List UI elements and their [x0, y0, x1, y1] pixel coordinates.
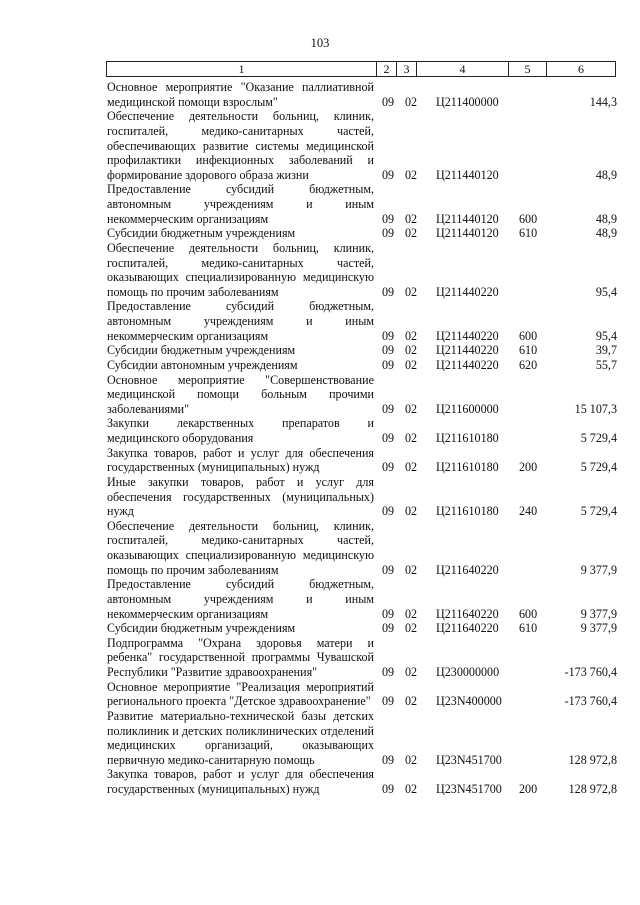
- column-header-2: 2: [377, 62, 397, 77]
- row-section-code: 09: [382, 621, 395, 636]
- table-row: [107, 680, 617, 709]
- row-section-code: 09: [382, 357, 395, 372]
- row-amount: 9 377,9: [580, 606, 617, 621]
- table-row: [107, 636, 617, 680]
- table-row: [107, 373, 617, 417]
- row-target-article-code: Ц211610180: [436, 431, 499, 445]
- row-amount: 5 729,4: [580, 431, 617, 445]
- row-section-code: 09: [382, 606, 395, 621]
- row-section-code: 09: [382, 343, 395, 358]
- row-target-article-code: Ц211610180: [436, 460, 499, 475]
- table-row: [107, 182, 617, 226]
- row-section-code: 09: [382, 460, 395, 475]
- row-subsection-code: 02: [405, 328, 418, 343]
- row-expense-type-code: 610: [519, 621, 538, 636]
- row-section-code: 09: [382, 167, 395, 182]
- row-amount: 128 972,8: [568, 752, 617, 767]
- row-subsection-code: 02: [405, 504, 418, 519]
- page-number: 103: [310, 36, 330, 50]
- row-amount: 128 972,8: [568, 782, 617, 796]
- row-description: Субсидии бюджетным учреждениям: [107, 621, 296, 636]
- table-row: [107, 241, 617, 300]
- row-amount: 15 107,3: [574, 401, 617, 416]
- row-target-article-code: Ц211440120: [436, 167, 499, 182]
- column-header-table: [106, 61, 616, 77]
- row-expense-type-code: 610: [519, 226, 538, 241]
- row-amount: 144,3: [589, 94, 617, 109]
- row-target-article-code: Ц211400000: [436, 94, 499, 109]
- row-section-code: 09: [382, 226, 395, 241]
- row-subsection-code: 02: [405, 94, 418, 109]
- row-section-code: 09: [382, 782, 395, 796]
- row-section-code: 09: [382, 694, 395, 709]
- row-subsection-code: 02: [405, 460, 418, 475]
- row-subsection-code: 02: [405, 284, 418, 299]
- row-subsection-code: 02: [405, 357, 418, 372]
- table-row: [107, 621, 617, 636]
- row-amount: 48,9: [595, 167, 617, 182]
- row-amount: 39,7: [595, 343, 617, 358]
- row-description: Предоставление субсидий бюджетным, автономным учреждениям и иным некоммерческим организациям: [107, 577, 374, 621]
- row-description: Закупка товаров, работ и услуг для обеспечения государственных (муниципальных) нужд: [107, 445, 374, 475]
- row-amount: 95,4: [595, 284, 617, 299]
- row-amount: 9 377,9: [580, 562, 617, 577]
- row-target-article-code: Ц211440220: [436, 357, 499, 372]
- row-section-code: 09: [382, 752, 395, 767]
- table-row: [107, 446, 617, 475]
- table-row: [107, 299, 617, 343]
- row-description: Развитие материально-технической базы детских поликлиник и детских поликлинических отделений медицинских организаций, оказывающих первичную медико-санитарную помощь: [107, 708, 374, 767]
- row-expense-type-code: 200: [519, 782, 538, 796]
- row-target-article-code: Ц211440120: [436, 211, 499, 226]
- row-description: Закупка товаров, работ и услуг для обеспечения государственных (муниципальных) нужд: [107, 767, 374, 796]
- row-subsection-code: 02: [405, 694, 418, 709]
- table-row: [107, 343, 617, 358]
- column-header-3: 3: [397, 62, 417, 77]
- row-subsection-code: 02: [405, 401, 418, 416]
- row-target-article-code: Ц211440220: [436, 328, 499, 343]
- row-amount: 9 377,9: [580, 621, 617, 636]
- table-row: [107, 519, 617, 578]
- row-target-article-code: Ц211440220: [436, 343, 499, 358]
- row-subsection-code: 02: [405, 752, 418, 767]
- row-target-article-code: Ц211640220: [436, 606, 499, 621]
- row-description: Основное мероприятие "Реализация мероприятий регионального проекта "Детское здравоохранение": [107, 679, 374, 709]
- row-section-code: 09: [382, 284, 395, 299]
- row-description: Обеспечение деятельности больниц, клиник, госпиталей, медико-санитарных частей, обеспечивающих развитие системы медицинской профилактики инфекционных заболеваний и формирование здорового образа жизни: [107, 109, 374, 182]
- table-row: [107, 109, 617, 182]
- row-section-code: 09: [382, 562, 395, 577]
- row-section-code: 09: [382, 328, 395, 343]
- row-expense-type-code: 240: [519, 504, 538, 519]
- row-section-code: 09: [382, 401, 395, 416]
- row-target-article-code: Ц211600000: [436, 401, 499, 416]
- table-row: [107, 709, 617, 768]
- row-description: Обеспечение деятельности больниц, клиник, госпиталей, медико-санитарных частей, оказывающих специализированную медицинскую помощь по прочим заболеваниям: [107, 518, 374, 577]
- row-description: Субсидии автономным учреждениям: [107, 357, 298, 372]
- table-row: [107, 767, 617, 796]
- row-expense-type-code: 200: [519, 460, 538, 475]
- row-expense-type-code: 610: [519, 343, 538, 358]
- row-subsection-code: 02: [405, 782, 418, 796]
- row-subsection-code: 02: [405, 431, 418, 445]
- row-target-article-code: Ц211440120: [436, 226, 499, 241]
- row-target-article-code: Ц211640220: [436, 562, 499, 577]
- row-expense-type-code: 600: [519, 211, 538, 226]
- row-description: Субсидии бюджетным учреждениям: [107, 226, 296, 241]
- row-description: Субсидии бюджетным учреждениям: [107, 343, 296, 358]
- row-description: Предоставление субсидий бюджетным, автономным учреждениям и иным некоммерческим организациям: [107, 182, 374, 226]
- table-row: [107, 475, 617, 519]
- row-section-code: 09: [382, 504, 395, 519]
- row-section-code: 09: [382, 665, 395, 679]
- row-description: Подпрограмма "Охрана здоровья матери и ребенка" государственной программы Чувашской Республики "Развитие здравоохранения": [107, 635, 374, 679]
- row-amount: 55,7: [595, 357, 617, 372]
- row-subsection-code: 02: [405, 211, 418, 226]
- row-expense-type-code: 600: [519, 606, 538, 621]
- row-target-article-code: Ц230000000: [436, 665, 500, 679]
- row-amount: -173 760,4: [564, 665, 617, 679]
- row-target-article-code: Ц211610180: [436, 504, 499, 519]
- table-row: [107, 577, 617, 621]
- row-section-code: 09: [382, 431, 395, 445]
- row-description: Обеспечение деятельности больниц, клиник, госпиталей, медико-санитарных частей, оказывающих специализированную медицинскую помощь по прочим заболеваниям: [107, 240, 374, 299]
- row-subsection-code: 02: [405, 665, 418, 679]
- row-subsection-code: 02: [405, 343, 418, 358]
- row-expense-type-code: 620: [519, 357, 538, 372]
- row-amount: 95,4: [595, 328, 617, 343]
- table-row: [107, 358, 617, 373]
- row-subsection-code: 02: [405, 167, 418, 182]
- row-amount: 5 729,4: [580, 504, 617, 519]
- column-header-6: 6: [547, 62, 616, 77]
- table-row: [107, 80, 617, 109]
- row-target-article-code: Ц23N451700: [436, 752, 502, 767]
- column-header-4: 4: [417, 62, 509, 77]
- row-amount: 48,9: [595, 211, 617, 226]
- column-header-5: 5: [509, 62, 547, 77]
- row-section-code: 09: [382, 94, 395, 109]
- row-amount: 48,9: [595, 226, 617, 241]
- row-subsection-code: 02: [405, 606, 418, 621]
- row-description: Основное мероприятие "Оказание паллиативной медицинской помощи взрослым": [107, 80, 374, 109]
- row-description: Закупки лекарственных препаратов и медицинского оборудования: [107, 416, 374, 445]
- table-row: [107, 226, 617, 241]
- row-expense-type-code: 600: [519, 328, 538, 343]
- row-amount: -173 760,4: [564, 694, 617, 709]
- row-description: Предоставление субсидий бюджетным, автономным учреждениям и иным некоммерческим организациям: [107, 299, 374, 343]
- row-subsection-code: 02: [405, 562, 418, 577]
- row-subsection-code: 02: [405, 621, 418, 636]
- budget-table-body: [107, 80, 617, 797]
- row-subsection-code: 02: [405, 226, 418, 241]
- row-target-article-code: Ц211640220: [436, 621, 499, 636]
- column-header-1: 1: [107, 62, 377, 77]
- row-description: Иные закупки товаров, работ и услуг для обеспечения государственных (муниципальных) нужд: [107, 474, 374, 519]
- row-section-code: 09: [382, 211, 395, 226]
- table-row: [107, 416, 617, 445]
- row-target-article-code: Ц23N400000: [436, 694, 502, 709]
- column-header-row: [107, 62, 616, 77]
- row-description: Основное мероприятие "Совершенствование медицинской помощи больным прочими заболеваниями": [107, 372, 374, 416]
- row-amount: 5 729,4: [580, 460, 617, 475]
- row-target-article-code: Ц211440220: [436, 284, 499, 299]
- row-target-article-code: Ц23N451700: [436, 782, 502, 796]
